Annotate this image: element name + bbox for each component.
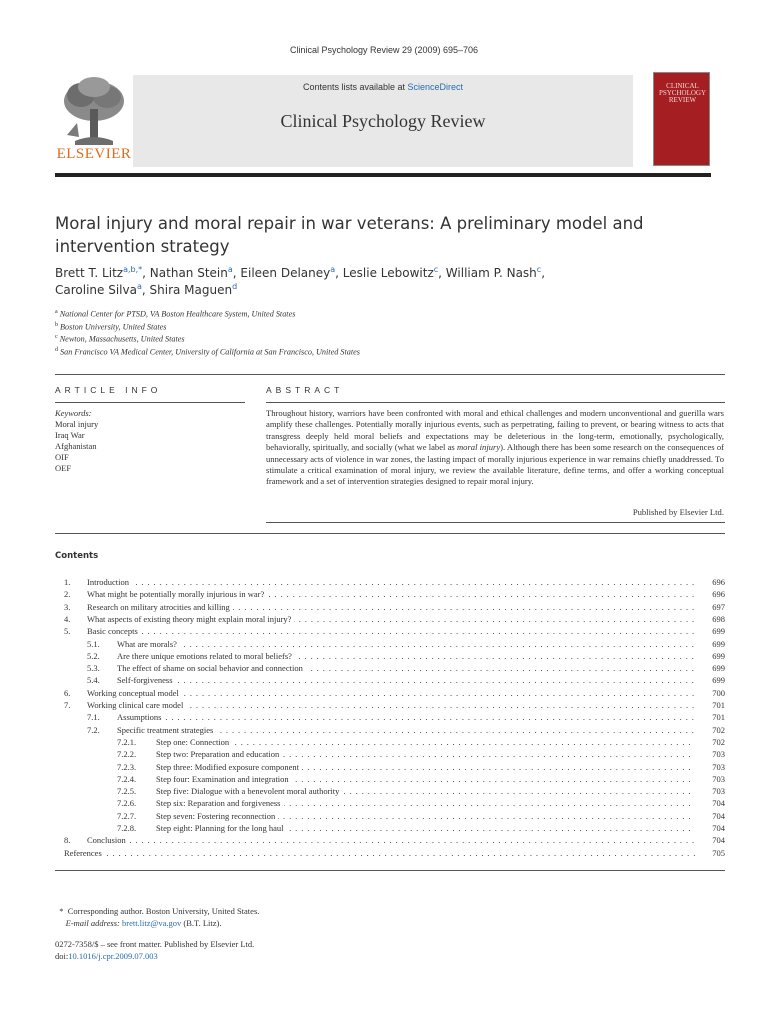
author-name: Nathan Stein: [149, 266, 228, 280]
affiliations: [55, 307, 695, 358]
toc-page-number: 704: [712, 823, 725, 833]
keywords-label: Keywords:: [55, 408, 92, 418]
toc-page-number: 704: [712, 835, 725, 846]
toc-label: Step seven: Fostering reconnection . . .: [156, 810, 695, 822]
toc-entry[interactable]: [55, 834, 725, 846]
toc-page-number: 702: [712, 736, 725, 747]
toc-page-number: 699: [712, 638, 725, 649]
toc-entry[interactable]: [55, 576, 725, 588]
toc-entry[interactable]: [55, 773, 725, 785]
elsevier-wordmark: ELSEVIER: [56, 146, 132, 162]
toc-label: Step eight: Planning for the long haul . . .: [156, 822, 695, 834]
keyword: Afghanistan: [55, 441, 97, 451]
divider: [55, 402, 245, 403]
author-affil-mark[interactable]: a: [227, 265, 233, 274]
toc-label: Step five: Dialogue with a benevolent moral authority . . .: [156, 785, 695, 797]
abstract-heading: ABSTRACT: [266, 385, 344, 395]
toc-page-number: 696: [712, 577, 725, 587]
author-affil-mark[interactable]: a: [330, 265, 336, 274]
toc-number: 4.: [64, 613, 71, 624]
toc-label: Step two: Preparation and education . . .: [156, 748, 695, 760]
author-affil-mark[interactable]: a: [136, 282, 142, 291]
toc-page-number: 696: [712, 589, 725, 600]
toc-number: 1.: [64, 577, 71, 587]
masthead: [55, 70, 711, 170]
toc-label: Are there unique emotions related to moral beliefs? . . .: [117, 650, 695, 662]
author-name: Eileen Delaney: [240, 266, 331, 280]
toc-number: 5.3.: [87, 663, 100, 674]
toc-page-number: 699: [712, 626, 725, 637]
toc-entry[interactable]: [55, 625, 725, 637]
toc-page-number: 705: [712, 847, 725, 858]
author-affil-mark[interactable]: d: [232, 282, 238, 291]
affiliation: $^a$ National Center for PTSD, VA Boston Healthcare System, United States: [55, 309, 296, 319]
author-affil-mark[interactable]: c: [536, 265, 542, 274]
author-name: William P. Nash: [445, 266, 537, 280]
author-name: Caroline Silva: [55, 283, 137, 297]
toc-entry[interactable]: [55, 797, 725, 809]
affiliation: $^c$ Newton, Massachusetts, United States: [55, 334, 185, 345]
toc-label: Research on military atrocities and killing . . .: [87, 601, 695, 613]
toc-page-number: 698: [712, 613, 725, 624]
toc-number: 8.: [64, 835, 71, 846]
toc-number: 5.1.: [87, 638, 100, 649]
toc-entry[interactable]: [55, 785, 725, 797]
toc-entry[interactable]: [55, 822, 725, 834]
paper-title: Moral injury and moral repair in war veterans: A preliminary model and intervention strategy: [55, 214, 644, 256]
toc-entry[interactable]: [55, 847, 725, 859]
journal-cover: [653, 72, 710, 166]
toc-page-number: 704: [712, 810, 725, 821]
toc-label: Step three: Modified exposure component . . .: [156, 761, 695, 773]
toc-page-number: 704: [712, 798, 725, 809]
toc-page-number: 697: [712, 601, 725, 612]
author-name: Leslie Lebowitz: [342, 266, 434, 280]
issn-line: 0272-7358/$ – see front matter. Published by Elsevier Ltd.: [55, 939, 255, 949]
toc-entry[interactable]: [55, 810, 725, 822]
toc-number: 7.2.7.: [117, 810, 137, 821]
divider: [266, 522, 725, 523]
toc-label: Conclusion . . .: [87, 834, 695, 846]
toc-label: What might be potentially morally injurious in war? . . .: [87, 588, 695, 600]
toc-entry[interactable]: [55, 736, 725, 748]
toc-number: 5.4.: [87, 675, 100, 686]
toc-number: 5.: [64, 626, 71, 637]
toc-entry[interactable]: [55, 711, 725, 723]
divider: [55, 374, 725, 375]
author-name: Shira Maguen: [149, 283, 233, 297]
toc-number: 2.: [64, 589, 71, 600]
toc-entry[interactable]: [55, 748, 725, 760]
toc-label: Step one: Connection . . .: [156, 736, 695, 748]
author-affil-mark[interactable]: a,b,*: [123, 265, 143, 274]
issn-block: 0272-7358/$ – see front matter. Published by Elsevier Ltd. doi:10.1016/j.cpr.2009.07.003: [55, 939, 455, 962]
toc-page-number: 701: [712, 712, 725, 723]
toc-label: Working clinical care model . . .: [87, 699, 695, 711]
toc-label: Assumptions . . .: [117, 711, 695, 723]
toc-page-number: 703: [712, 773, 725, 784]
divider: [266, 402, 725, 403]
toc-page-number: 699: [712, 675, 725, 686]
toc-page-number: 699: [712, 650, 725, 661]
toc-entry[interactable]: [55, 674, 725, 686]
keyword: Iraq War: [55, 430, 85, 440]
contents-available-line: [133, 82, 633, 92]
journal-banner: [133, 75, 633, 167]
toc-entry[interactable]: [55, 724, 725, 736]
toc-label: References . . .: [64, 847, 695, 859]
toc-page-number: 701: [712, 700, 725, 710]
toc-entry[interactable]: [55, 761, 725, 773]
toc-label: What are morals? . . .: [117, 638, 695, 650]
toc-page-number: 702: [712, 724, 725, 735]
sciencedirect-link[interactable]: ScienceDirect: [407, 82, 464, 92]
toc-number: 3.: [64, 601, 71, 612]
publisher-note: Published by Elsevier Ltd.: [632, 507, 724, 517]
email-label: E-mail address:: [65, 917, 120, 928]
email-link[interactable]: brett.litz@va.gov: [121, 917, 182, 928]
toc-page-number: 703: [712, 749, 725, 760]
divider: [55, 533, 725, 534]
contents-prefix: Contents lists available at: [302, 82, 408, 92]
keyword: Moral injury: [55, 419, 99, 429]
toc-number: 5.2.: [87, 650, 100, 661]
toc-label: Self-forgiveness . . .: [117, 674, 695, 686]
toc-number: 7.2.5.: [117, 786, 137, 797]
author-affil-mark[interactable]: c: [433, 265, 439, 274]
toc-page-number: 700: [712, 687, 725, 698]
toc-number: 7.2.3.: [117, 761, 137, 772]
toc-number: 6.: [64, 687, 71, 698]
toc-page-number: 699: [712, 663, 725, 674]
masthead-rule: [55, 173, 711, 177]
toc-entry[interactable]: [55, 699, 725, 711]
toc-page-number: 703: [712, 761, 725, 772]
toc-number: 7.2.1.: [117, 736, 137, 747]
toc-label: Step six: Reparation and forgiveness . . .: [156, 797, 695, 809]
toc-number: 7.2.2.: [117, 749, 137, 760]
toc-label: Specific treatment strategies . . .: [117, 724, 695, 736]
toc-number: 7.2.6.: [117, 798, 137, 809]
toc-entry[interactable]: [55, 613, 725, 625]
toc-number: 7.2.: [87, 724, 100, 735]
footnote-mark: *: [59, 906, 64, 916]
keywords-block: [55, 408, 245, 474]
toc-number: 7.2.4.: [117, 773, 137, 784]
divider: [55, 870, 725, 871]
keyword: OIF: [55, 452, 69, 462]
toc-label: The effect of shame on social behavior and connection . . .: [117, 662, 695, 674]
affiliation: $^b$ Boston University, United States: [55, 321, 167, 332]
doi-link[interactable]: 10.1016/j.cpr.2009.07.003: [68, 950, 158, 961]
affiliation: $^d$ San Francisco VA Medical Center, University of California at San Francisco, United States: [55, 347, 360, 357]
keyword: OEF: [55, 463, 72, 473]
toc-number: 7.1.: [87, 712, 100, 723]
toc-label: Introduction . . .: [87, 576, 695, 588]
abstract-text: Throughout history, warriors have been confronted with moral and ethical challenges and modern unconventional and guerilla wars amplify these challenges. Potentially morally injurious events, such as perpetrating, failing to prevent, or bearing witness to acts that transgress deeply held moral beliefs and expectations may be deleterious in the long-term, emotionally, psychologically, behaviorally, spiritually, and socially (what we label as moral injury). Although there has been some research on the consequences of unnecessary acts of violence in war zones, the lasting impact of morally injurious experience in war remains chiefly unaddressed. To stimulate a critical examination of moral injury, we review the available literature, define terms, and offer a working conceptual framework and a set of intervention strategies designed to repair moral injury.: [266, 408, 724, 487]
toc-label: Step four: Examination and integration . . .: [156, 773, 695, 785]
toc-label: What aspects of existing theory might explain moral injury? . . .: [87, 613, 695, 625]
author-list: Brett T. Litz$^{a,b,*}$, Nathan Stein$^a$, Eileen Delaney$^a$, Leslie Lebowitz$^c$, William P. Nash$^c$, Caroline Silva$^a$, Shira Maguen$^d$: [55, 265, 546, 297]
toc-entry[interactable]: [55, 638, 725, 650]
article-info-heading: ARTICLE INFO: [55, 385, 162, 395]
contents-heading: Contents: [55, 551, 99, 561]
toc-entry[interactable]: [55, 650, 725, 662]
cover-title: CLINICAL PSYCHOLOGY REVIEW: [658, 82, 707, 104]
toc-page-number: 703: [712, 786, 725, 797]
toc-number: 7.2.8.: [117, 823, 137, 833]
toc-label: Basic concepts . . .: [87, 625, 695, 637]
journal-title: Clinical Psychology Review: [280, 111, 486, 131]
toc-entry[interactable]: [55, 662, 725, 674]
toc-number: 7.: [64, 700, 71, 710]
author-name: Brett T. Litz: [55, 266, 124, 280]
toc-entry[interactable]: [55, 588, 725, 600]
journal-reference: Clinical Psychology Review 29 (2009) 695–706: [289, 45, 479, 55]
toc-label: Working conceptual model . . .: [87, 687, 695, 699]
toc-entry[interactable]: [55, 601, 725, 613]
toc-entry[interactable]: [55, 687, 725, 699]
corresponding-author-footnote: * Corresponding author. Boston University, United States. E-mail address: brett.litz@va.gov (B.T. Litz).: [59, 906, 260, 928]
